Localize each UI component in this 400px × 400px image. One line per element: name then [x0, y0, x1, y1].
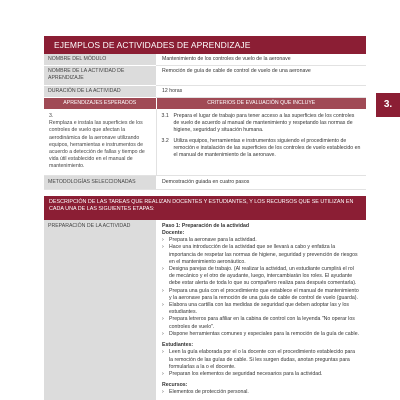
- criterio-item: [162, 113, 362, 135]
- metodologias-row: [44, 175, 366, 189]
- info-value: Remoción de guía de cable de control de vuelo de una aeronave: [156, 66, 366, 85]
- header-criterios: CRITERIOS DE EVALUACIÓN QUE INCLUYE: [156, 98, 366, 109]
- criterio-text: Prepara el lugar de trabajo para tener acceso a las superficies de los controles de vuelo de acuerdo al manual de mantenimiento y respetando las normas de higiene, seguridad y situación humana.: [173, 113, 355, 134]
- info-row-modulo: [44, 54, 366, 66]
- metodologias-label: METODOLOGÍAS SELECCIONADAS: [44, 175, 156, 189]
- info-label: NOMBRE DEL MÓDULO: [44, 54, 156, 66]
- activity-section: [44, 220, 366, 400]
- info-label: NOMBRE DE LA ACTIVIDAD DE APRENDIZAJE: [44, 66, 156, 85]
- list-item: › Designa parejas de trabajo. (Al realizar la actividad, un estudiante cumplirá el rol de mecánico y el otro de ayudante, luego, intercambiarán los roles. El ayudante debe estar alerta de toda lo que su compañero realiza para después comentarla).: [162, 266, 360, 288]
- recursos-list: [162, 389, 360, 396]
- criterio-text: Utiliza equipos, herramientas e instrumentos siguiendo el procedimiento de remoción e instalación de las superficies de los controles de vuelo establecido en el manual de mantenimiento de la aeronave.: [173, 137, 361, 159]
- info-value: Mantenimiento de los controles de vuelo de la aeronave: [156, 54, 366, 66]
- info-value: 12 horas: [156, 85, 366, 97]
- criterios-cell: [156, 109, 366, 175]
- aprendizaje-number: 3.: [49, 113, 54, 120]
- aprendizaje-text: Remplaza e instala las superficies de los controles de vuelo que afectan la aerodinámica de la aeronave utilizando equipos, herramientas e instrumentos de acuerdo a detección de fallas y tiempo de vida útil establecido en el manual de mantenimiento.: [49, 120, 145, 170]
- list-item: › Prepara una guía con el procedimiento que establece el manual de mantenimiento y la aeronave para la remoción de una guía de cable de control de vuelo (guarda).: [162, 288, 360, 302]
- section-tab: 3.: [376, 93, 400, 117]
- estudiantes-label: Estudiantes:: [162, 342, 194, 349]
- list-item: › Elementos de protección personal.: [162, 389, 360, 396]
- metodologias-value: Demostración guiada en cuatro pasos: [156, 175, 366, 189]
- info-row-actividad: [44, 66, 366, 85]
- step-title: Paso 1: Preparación de la actividad: [162, 222, 250, 229]
- criterio-item: [162, 138, 362, 160]
- list-item: › Leen la guía elaborada por el o la docente con el procedimiento establecido para la remoción de las guías de cable. Si les surgen dudas, anotan preguntas para formularlas a la o el docente.: [162, 349, 360, 371]
- criterio-number: 3.1: [161, 113, 169, 120]
- list-item: › Preparan los elementos de seguridad necesarios para la actividad.: [162, 371, 360, 378]
- list-item: › Prepara letreros para afiliar en la cabina de control con la leyenda "No operar los controles de vuelo".: [162, 316, 360, 330]
- header-aprendizajes: APRENDIZAJES ESPERADOS: [44, 98, 156, 109]
- info-table: [44, 54, 366, 98]
- estudiantes-list: [162, 349, 360, 378]
- info-row-duracion: [44, 85, 366, 97]
- list-item: › Hace una introducción de la actividad que se llevará a cabo y enfatiza la importancia de respetar las normas de higiene, seguridad y prevención de riesgos en el mantenimiento aeronáutico.: [162, 244, 360, 266]
- docente-label: Docente:: [162, 230, 185, 237]
- page-title: EJEMPLOS DE ACTIVIDADES DE APRENDIZAJE: [44, 36, 366, 54]
- criterio-number: 3.2: [161, 137, 169, 144]
- learning-row: [44, 109, 366, 175]
- docente-list: [162, 237, 360, 338]
- list-item: › Prepara la aeronave para la actividad.: [162, 237, 360, 244]
- aprendizaje-cell: [44, 109, 156, 175]
- activity-label: PREPARACIÓN DE LA ACTIVIDAD: [44, 220, 156, 400]
- learning-table: [44, 98, 366, 190]
- activity-body: [156, 220, 366, 400]
- activity-sheet: [44, 36, 366, 400]
- description-bar: DESCRIPCIÓN DE LAS TAREAS QUE REALIZAN DOCENTES Y ESTUDIANTES, Y LOS RECURSOS QUE SE UTILIZAN EN CADA UNA DE LAS SIGUIENTES ETAPAS:: [44, 196, 366, 220]
- learning-header: [44, 98, 366, 109]
- info-label: DURACIÓN DE LA ACTIVIDAD: [44, 85, 156, 97]
- list-item: › Dispone herramientas comunes y especiales para la remoción de la guía de cable.: [162, 331, 360, 338]
- recursos-label: Recursos:: [162, 382, 188, 389]
- list-item: › Elabora una cartilla con las medidas de seguridad que deben adoptar las y los estudiantes.: [162, 302, 360, 316]
